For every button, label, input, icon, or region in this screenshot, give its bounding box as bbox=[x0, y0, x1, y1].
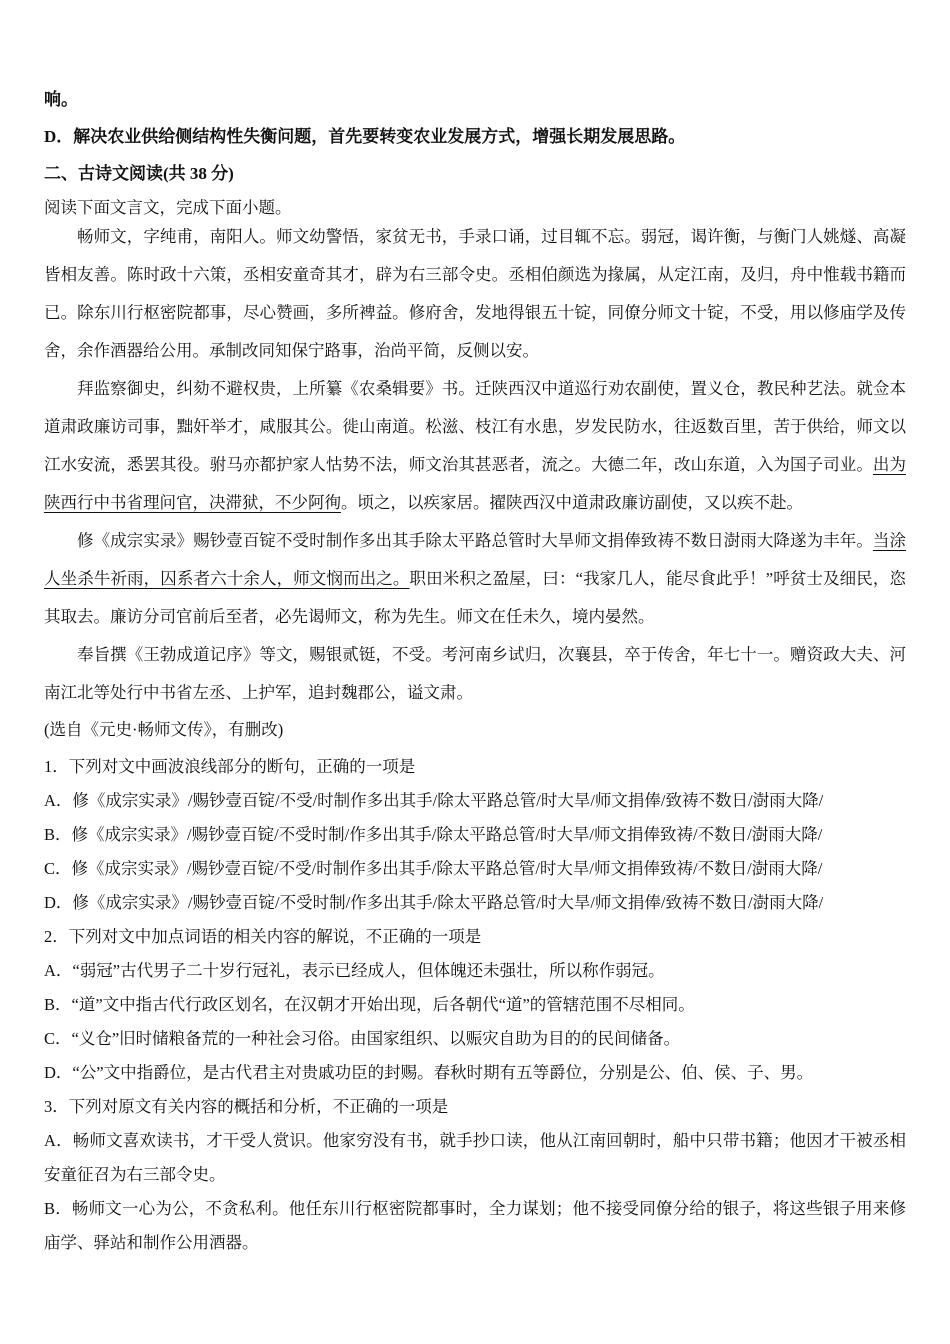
questions-section bbox=[44, 750, 906, 1260]
carryover-line: 响。 bbox=[44, 90, 78, 109]
option-label: C． bbox=[44, 1029, 72, 1048]
paragraph-text: 拜监察御史，纠劾不避权贵，上所纂《农桑辑要》书。迁陕西汉中道巡行劝农副使，置义仓，教民种艺法。就佥本道肃政廉访司事，黜奸举才，咸服其公。徙山南道。松滋、枝江有水患，岁发民防水，往返数百里，苦于供给，师文以江水安流，悉罢其役。驸马亦都护家人怙势不法，师文治其甚恶者，流之。大德二年，改山东道，入为国子司业。 bbox=[44, 379, 906, 474]
question-1-stem: 1．下列对文中画波浪线部分的断句，正确的一项是 bbox=[44, 757, 416, 776]
option-label: B． bbox=[44, 1199, 72, 1218]
option-label: B． bbox=[44, 995, 72, 1014]
option-text: 修《成宗实录》/赐钞壹百锭/不受/时制作多出其手/除太平路总管/时大旱/师文捐俸/致祷不数日/澍雨大降/ bbox=[72, 791, 824, 810]
instruction: 阅读下面文言文，完成下面小题。 bbox=[44, 198, 292, 217]
question-2-option-a bbox=[44, 954, 906, 988]
question-2-stem: 2．下列对文中加点词语的相关内容的解说，不正确的一项是 bbox=[44, 927, 482, 946]
question-3-stem: 3．下列对原文有关内容的概括和分析，不正确的一项是 bbox=[44, 1097, 449, 1116]
paragraph-text: 。顷之，以疾家居。擢陕西汉中道肃政廉访副使，又以疾不赴。 bbox=[341, 493, 803, 512]
option-text: “道”文中指古代行政区划名，在汉朝才开始出现，后各朝代“道”的管辖范围不尽相同。 bbox=[71, 995, 695, 1014]
paragraph-text: 畅师文，字纯甫，南阳人。师文幼警悟，家贫无书，手录口诵，过目辄不忘。弱冠，谒许衡，与衡门人姚燧、高凝皆相友善。陈时政十六策，丞相安童奇其才，辟为右三部令史。丞相伯颜选为掾属，从定江南，及归，舟中惟载书籍而已。除东川行枢密院都事，尽心赞画，多所裨益。修府舍，发地得银五十锭，同僚分师文十锭，不受，用以修庙学及传舍，余作酒器给公用。承制改同知保宁路事，治尚平简，反侧以安。 bbox=[44, 227, 906, 360]
option-label: A． bbox=[44, 791, 73, 810]
option-label: A． bbox=[44, 1131, 73, 1150]
classical-passage bbox=[44, 218, 906, 748]
option-text: 修《成宗实录》/赐钞壹百锭/不受时制/作多出其手/除太平路总管/时大旱/师文捐俸致祷/不数日/澍雨大降/ bbox=[71, 825, 823, 844]
question-1-option-d bbox=[44, 886, 906, 920]
passage-paragraph-4 bbox=[44, 636, 906, 712]
option-text: “弱冠”古代男子二十岁行冠礼，表示已经成人，但体魄还未强壮，所以称作弱冠。 bbox=[72, 961, 665, 980]
option-label: D． bbox=[44, 127, 74, 146]
option-label: A． bbox=[44, 961, 73, 980]
passage-paragraph-1 bbox=[44, 218, 906, 370]
question-1-option-b bbox=[44, 818, 906, 852]
paragraph-text: 奉旨撰《王勃成道记序》等文，赐银贰铤，不受。考河南乡试归，次襄县，卒于传舍，年七十一。赠资政大夫、河南江北等处行中书省左丞、上护军，追封魏郡公，谥文肃。 bbox=[44, 645, 906, 702]
option-label: C． bbox=[44, 859, 72, 878]
option-text: 畅师文一心为公，不贪私利。他任东川行枢密院都事时，全力谋划；他不接受同僚分给的银子，将这些银子用来修庙学、驿站和制作公用酒器。 bbox=[44, 1199, 907, 1252]
passage-paragraph-3 bbox=[44, 522, 906, 636]
question-2-option-d bbox=[44, 1056, 906, 1090]
underlined-text: 当涂人坐杀牛祈雨，囚系者六十余人，师文悯而出之。 bbox=[44, 531, 907, 588]
option-text: 修《成宗实录》/赐钞壹百锭/不受时制/作多出其手/除太平路总管/时大旱/师文捐俸/致祷不数日/澍雨大降/ bbox=[72, 893, 824, 912]
option-text: 畅师文喜欢读书，才干受人赏识。他家穷没有书，就手抄口读，他从江南回朝时，船中只带书籍；他因才干被丞相安童征召为右三部令史。 bbox=[44, 1131, 907, 1184]
question-3-option-b bbox=[44, 1192, 906, 1260]
passage-source: (选自《元史·畅师文传》，有删改) bbox=[44, 720, 284, 739]
question-1-option-a bbox=[44, 784, 906, 818]
passage-paragraph-2 bbox=[44, 370, 906, 522]
question-2-option-c bbox=[44, 1022, 906, 1056]
option-text: “公”文中指爵位，是古代君主对贵戚功臣的封赐。春秋时期有五等爵位，分别是公、伯、侯、子、男。 bbox=[72, 1063, 814, 1082]
underlined-text: 出为陕西行中书省理问官，决滞狱，不少阿徇 bbox=[44, 455, 907, 512]
option-label: D． bbox=[44, 893, 73, 912]
question-3-option-a bbox=[44, 1124, 906, 1192]
question-1-option-c bbox=[44, 852, 906, 886]
option-text: 修《成宗实录》/赐钞壹百锭/不受/时制作多出其手/除太平路总管/时大旱/师文捐俸致祷/不数日/澍雨大降/ bbox=[71, 859, 823, 878]
section-title: 二、古诗文阅读(共 38 分) bbox=[44, 164, 234, 183]
option-d-carryover bbox=[44, 118, 906, 155]
option-text: “义仓”旧时储粮备荒的一种社会习俗。由国家组织、以赈灾自助为目的的民间储备。 bbox=[71, 1029, 681, 1048]
paragraph-text: 修《成宗实录》赐钞壹百锭不受时制作多出其手除太平路总管时大旱师文捐俸致祷不数日澍雨大降遂为丰年。 bbox=[77, 531, 873, 550]
paragraph-text: 职田米积之盈屋，曰：“我家几人，能尽食此乎！”呼贫士及细民，恣其取去。廉访分司官前后至者，必先谒师文，称为先生。师文在任未久，境内晏然。 bbox=[44, 569, 907, 626]
option-text: 解决农业供给侧结构性失衡问题，首先要转变农业发展方式，增强长期发展思路。 bbox=[73, 127, 686, 146]
question-2-option-b bbox=[44, 988, 906, 1022]
option-label: B． bbox=[44, 825, 72, 844]
option-label: D． bbox=[44, 1063, 73, 1082]
